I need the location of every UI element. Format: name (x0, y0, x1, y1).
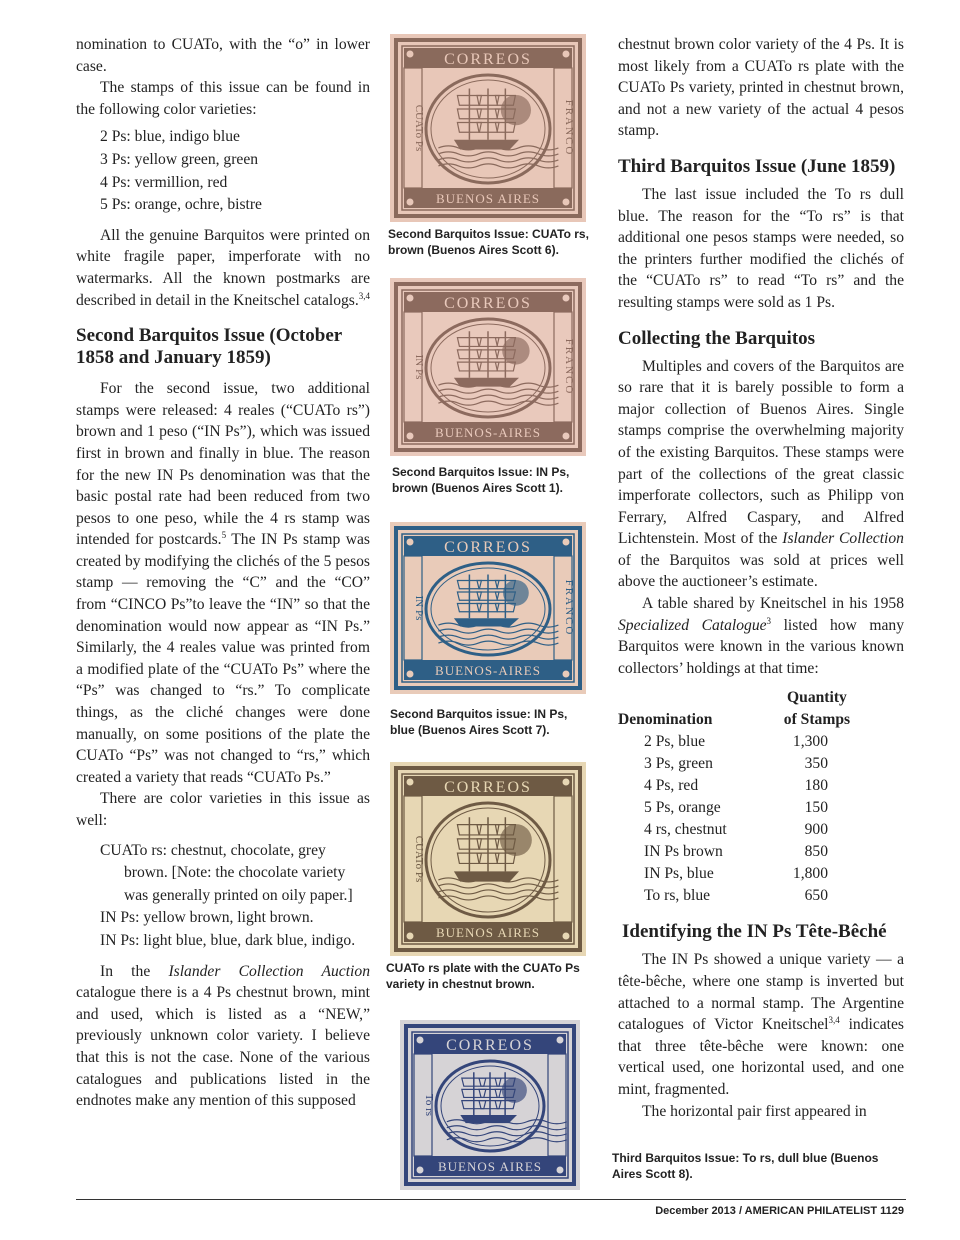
svg-text:CORREOS: CORREOS (444, 295, 532, 312)
stamp-svg (390, 278, 586, 456)
svg-text:CORREOS: CORREOS (444, 51, 532, 68)
section-heading: Identifying the IN Ps Tête-Bêché (622, 921, 887, 943)
color-variety-list (76, 840, 370, 953)
emphasis: Islander Collection Auction (168, 962, 370, 980)
paragraph (618, 593, 904, 679)
section-heading: Third Barquitos Issue (June 1859) (618, 155, 896, 177)
paragraph-text: catalogue there is a 4 Ps chestnut brown, mint and used, which is listed as a “NEW,” previously unknown color variety. I believe that this is not the case. None of the various catalogues and publications listed in the endnotes make any mention of this supposed (76, 984, 370, 1110)
svg-text:BUENOS AIRES: BUENOS AIRES (435, 191, 541, 206)
emphasis: Islander Collection (782, 530, 904, 548)
table-row (618, 753, 868, 775)
figure-caption: Second Barquitos issue: IN Ps, blue (Buenos Aires Scott 7). (390, 707, 568, 737)
section-heading: Collecting the Barquitos (618, 327, 816, 349)
svg-text:IN Ps: IN Ps (413, 595, 425, 621)
paragraph-text: All the genuine Barquitos were printed on white fragile paper, imperforate with no watermarks. All the known postmarks are described in detail in the Kneitschel catalogs. (76, 226, 370, 309)
table-cell: 180 (804, 777, 828, 795)
svg-text:BUENOS AIRES: BUENOS AIRES (437, 1159, 543, 1174)
paragraph (618, 356, 904, 594)
list-item: IN Ps: yellow brown, light brown. (100, 909, 314, 927)
table-cell: 650 (804, 887, 828, 905)
paragraph-text: Multiples and covers of the Barquitos are so rare that it is barely possible to form a major collection of Buenos Aires. Single stamps comprise the overwhelming majority of the existing Barquitos. These stamps were part of the collections of the great classic imperforate collectors, such as Philipp von Ferrary, Alfred Caspary, and Alfred Lichtenstein. Most of the (618, 357, 904, 548)
stamp-svg (390, 522, 586, 694)
list-item: IN Ps: light blue, blue, dark blue, indigo. (100, 931, 356, 949)
svg-text:CUATo Ps: CUATo Ps (413, 104, 425, 152)
table-cell: 1,300 (792, 733, 828, 751)
table-header: Denomination (618, 711, 713, 729)
table-cell: IN Ps brown (644, 843, 723, 861)
paragraph-text: of the Barquitos was sold at prices well above the auctioneer’s estimate. (618, 551, 904, 591)
table-row (618, 885, 868, 907)
svg-text:To rs: To rs (423, 1093, 435, 1117)
table-cell: 350 (804, 755, 828, 773)
paragraph-text: In the (100, 962, 169, 980)
color-variety-list (76, 126, 370, 216)
table-cell: 1,800 (792, 865, 828, 883)
table-cell: 900 (804, 821, 828, 839)
footnote-ref: 3 (766, 615, 772, 626)
table-row (618, 775, 868, 797)
footnote-ref: 3,4 (358, 290, 371, 301)
footnote-ref: 3,4 (828, 1015, 840, 1026)
stamp-svg (390, 34, 586, 222)
page-footer: December 2013 / AMERICAN PHILATELIST 1129 (655, 1205, 904, 1217)
paragraph-text: indicates that three tête-bêche were known: one vertical used, one horizontal used, and one mint, fragmented. (618, 1016, 904, 1098)
paragraph-text: A table shared by Kneitschel in his 1958 (642, 595, 904, 613)
table-row (618, 797, 868, 819)
list-item: 3 Ps: yellow green, green (100, 150, 259, 168)
svg-text:CORREOS: CORREOS (444, 779, 532, 796)
table-header-line: of Stamps (783, 711, 851, 729)
svg-text:FRANCO: FRANCO (563, 99, 575, 157)
figure-caption: Third Barquitos Issue: To rs, dull blue (Buenos Aires Scott 8). (612, 1151, 879, 1181)
stamp-image (390, 762, 586, 956)
svg-text:CUATo Ps: CUATo Ps (413, 835, 425, 883)
left-column (76, 34, 370, 1112)
paragraph: The horizontal pair first appeared in (642, 1102, 867, 1120)
table-cell: To rs, blue (644, 887, 711, 905)
stamp-image (390, 278, 586, 456)
right-column (618, 34, 904, 1122)
paragraph (618, 949, 904, 1100)
paragraph-text: The IN Ps stamp was created by modifying the clichés of the 5 pesos stamp — removing the “C” and the “CO” from “CINCO Ps”to leave the “IN” so that the denomination would now appear as “IN Ps.” Similarly, the 4 reales value was printed from a modified plate of the “CUATo Ps” where the “Ps” was changed to “rs.” To complicate things, as the cliché changes were done manually, on some positions of the plate the CUATo “Ps” was not changed to “rs,” which created a variety that reads “CUATo Ps.” (76, 531, 370, 786)
stamp-image (390, 522, 586, 694)
svg-text:IN Ps: IN Ps (413, 354, 425, 380)
svg-text:BUENOS-AIRES: BUENOS-AIRES (435, 425, 541, 440)
paragraph: nomination to CUATo, with the “o” in lower case. (76, 36, 370, 75)
figure-caption: CUATo rs plate with the CUATo Ps variety in chestnut brown. (386, 961, 580, 991)
table-cell: 4 rs, chestnut (644, 821, 727, 839)
table-cell: 3 Ps, green (644, 755, 713, 773)
table-cell: IN Ps, blue (644, 865, 714, 883)
footnote-ref: 5 (221, 530, 227, 541)
stamp-svg (400, 1020, 580, 1190)
table-cell: 4 Ps, red (644, 777, 699, 795)
svg-text:FRANCO: FRANCO (563, 338, 575, 396)
paragraph: The stamps of this issue can be found in the following color varieties: (76, 79, 370, 118)
emphasis: Specialized Catalogue (618, 616, 767, 634)
footer-rule (76, 1199, 906, 1200)
figure-caption: Second Barquitos Issue: CUATo rs, brown (Buenos Aires Scott 6). (388, 227, 589, 257)
svg-text:BUENOS AIRES: BUENOS AIRES (435, 925, 541, 940)
paragraph (76, 378, 370, 788)
list-item: 2 Ps: blue, indigo blue (100, 128, 240, 146)
table-header (766, 687, 868, 731)
paragraph-text: For the second issue, two additional stamps were released: 4 reales (“CUATo rs”) brown and 1 peso (“IN Ps”), which was issued first in brown and finally in blue. The reason for the new IN Ps denomination was that the basic postal rate had been reduced from two pesos to one peso, while the 4 rs stamp was intended for postcards. (76, 380, 370, 549)
stamp-image (390, 34, 586, 222)
table-row (618, 863, 868, 885)
svg-text:FRANCO: FRANCO (563, 579, 575, 637)
paragraph (76, 225, 370, 311)
table-cell: 2 Ps, blue (644, 733, 706, 751)
stamp-image (400, 1020, 580, 1190)
paragraph: There are color varieties in this issue as well: (76, 790, 370, 829)
table-header-line: Quantity (787, 689, 847, 707)
section-heading: Second Barquitos Issue (October 1858 and January 1859) (76, 325, 342, 369)
paragraph: The last issue included the To rs dull blue. The reason for the “To rs” is that additional one pesos stamps were needed, so the printers further modified the clichés of the “CUATo rs” to read “To rs” and the resulting stamps were sold as 1 Ps. (618, 185, 904, 311)
svg-text:CORREOS: CORREOS (444, 539, 532, 556)
figure-caption: Second Barquitos Issue: IN Ps, brown (Buenos Aires Scott 1). (392, 465, 570, 495)
paragraph-text: listed how many Barquitos were known in the various known collectors’ holdings at that time: (618, 616, 904, 677)
table-row (618, 841, 868, 863)
table-cell: 5 Ps, orange (644, 799, 721, 817)
list-item: 4 Ps: vermillion, red (100, 173, 228, 191)
quantity-table (618, 687, 868, 907)
paragraph: chestnut brown color variety of the 4 Ps. It is most likely from a CUATo rs plate with the CUATo Ps variety, printed in chestnut brown, and not a new variety of the actual 4 pesos stamp. (618, 36, 904, 140)
table-cell: 850 (804, 843, 828, 861)
paragraph-text: The IN Ps showed a unique variety — a tête-bêche, where one stamp is inverted but attached to a normal stamp. The Argentine catalogues of Victor Kneitschel (618, 951, 904, 1034)
table-cell: 150 (804, 799, 828, 817)
list-item: CUATo rs: chestnut, chocolate, grey brown. [Note: the chocolate variety was generally printed on oily paper.] (100, 841, 353, 904)
paragraph (76, 961, 370, 1112)
table-row (618, 731, 868, 753)
list-item: 5 Ps: orange, ochre, bistre (100, 196, 262, 214)
svg-text:BUENOS-AIRES: BUENOS-AIRES (435, 663, 541, 678)
table-row (618, 819, 868, 841)
svg-text:CORREOS: CORREOS (446, 1037, 534, 1054)
stamp-svg (390, 762, 586, 956)
